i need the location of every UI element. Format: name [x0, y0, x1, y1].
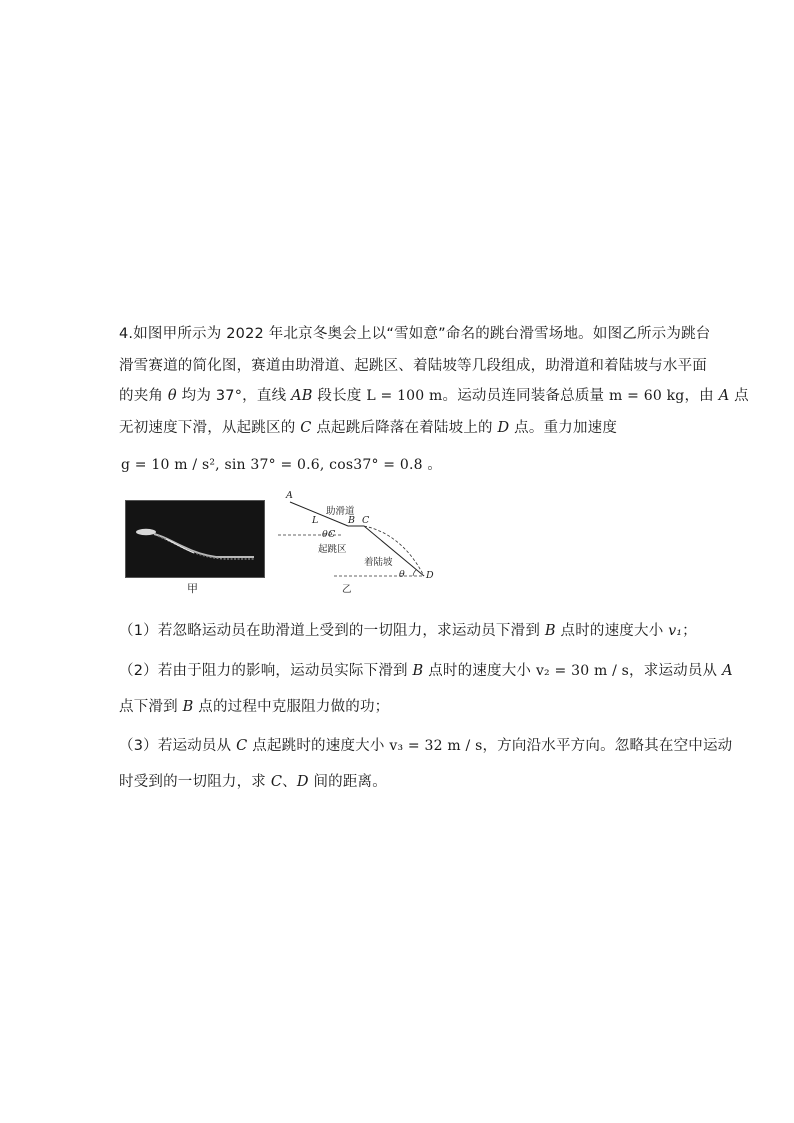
point-a-ref: A: [718, 388, 730, 404]
ski-jump-photo-drawing: [126, 501, 264, 577]
question-text: 点下滑到: [119, 699, 183, 715]
segment-ab: AB: [291, 388, 313, 404]
problem-text: 点: [729, 388, 749, 404]
problem-text: 无初速度下滑，从起跳区的: [119, 420, 301, 436]
velocity-v3-formula: v₃ = 32 m / s: [389, 738, 483, 754]
takeoff-zone-label: 起跳区: [318, 544, 347, 555]
question-3-line-1: [119, 734, 732, 755]
mass-formula: m = 60 kg: [609, 388, 685, 404]
point-b-ref: B: [412, 663, 424, 679]
question-text: 点的过程中克服阻力做的功；: [193, 699, 390, 715]
point-a-ref: A: [722, 663, 733, 679]
length-l-label: L: [312, 515, 319, 526]
problem-line-4: [119, 416, 617, 437]
question-text: ，求运动员从: [629, 663, 723, 679]
landing-slope-label: 着陆坡: [364, 557, 393, 568]
velocity-v1: v₁: [668, 623, 683, 639]
problem-line-2: [119, 354, 707, 375]
point-d-ref: D: [296, 774, 309, 790]
constants-formula: g = 10 m / s², sin 37° = 0.6, cos37° = 0.8 。: [121, 457, 442, 473]
question-text: 点时的速度大小: [555, 623, 669, 639]
point-b-ref: B: [182, 699, 194, 715]
length-formula: L = 100 m: [366, 388, 443, 404]
question-text: 间的距离。: [308, 774, 387, 790]
point-c-upper-label: C: [328, 529, 336, 540]
point-b-label: B: [348, 515, 355, 526]
point-c-ref: C: [300, 420, 312, 436]
question-text: 、: [282, 774, 297, 790]
point-b-ref: B: [544, 623, 556, 639]
question-text: ，方向沿水平方向。忽略其在空中运动: [482, 738, 733, 754]
angle-arc-lower: [413, 570, 416, 576]
point-c-ref: C: [236, 738, 248, 754]
question-text: 点时的速度大小: [423, 663, 536, 679]
question-text: 点起跳时的速度大小: [247, 738, 390, 754]
question-text: （3）若运动员从: [119, 738, 237, 754]
question-text: （1）若忽略运动员在助滑道上受到的一切阻力，求运动员下滑到: [119, 623, 545, 639]
problem-text: 4.如图甲所示为 2022 年北京冬奥会上以“雪如意”命名的跳台滑雪场地。如图乙所示为跳台: [119, 326, 711, 342]
problem-text: 均为 37°，直线: [176, 388, 292, 404]
question-1: [119, 619, 697, 640]
constants-line: [121, 454, 442, 474]
point-d-ref: D: [497, 420, 510, 436]
theta-symbol: θ: [167, 388, 177, 404]
figure-label-yi: 乙: [342, 584, 352, 595]
problem-text: 滑雪赛道的简化图，赛道由助滑道、起跳区、着陆坡等几段组成，助滑道和着陆坡与水平面: [119, 358, 707, 374]
problem-text: 。运动员连同装备总质量: [442, 388, 610, 404]
problem-text: ，由: [684, 388, 719, 404]
problem-text: 的夹角: [119, 388, 168, 404]
theta-lower-label: θ: [399, 569, 405, 580]
problem-line-3: [119, 384, 749, 405]
velocity-v2-formula: v₂ = 30 m / s: [535, 663, 630, 679]
problem-line-1: [119, 322, 710, 343]
point-c-ref: C: [270, 774, 283, 790]
question-2-line-1: [119, 659, 733, 680]
problem-text: 点。重力加速度: [509, 420, 618, 436]
point-c-label: C: [362, 515, 370, 526]
question-text: ；: [682, 623, 697, 639]
question-2-line-2: [119, 695, 389, 716]
ski-jump-photo: [125, 500, 265, 578]
problem-text: 点起跳后降落在着陆坡上的: [311, 420, 498, 436]
runway-label: 助滑道: [326, 506, 355, 517]
point-a-label: A: [286, 490, 293, 501]
landing-slope-line: [364, 526, 424, 576]
figure-label-jia: 甲: [187, 582, 198, 595]
theta-upper-label: θ: [322, 529, 328, 540]
question-text: （2）若由于阻力的影响，运动员实际下滑到: [119, 663, 413, 679]
question-3-line-2: [119, 770, 387, 791]
track-diagram: [272, 486, 442, 596]
problem-text: 段长度: [312, 388, 367, 404]
point-d-label: D: [426, 570, 434, 581]
question-text: 时受到的一切阻力，求: [119, 774, 271, 790]
